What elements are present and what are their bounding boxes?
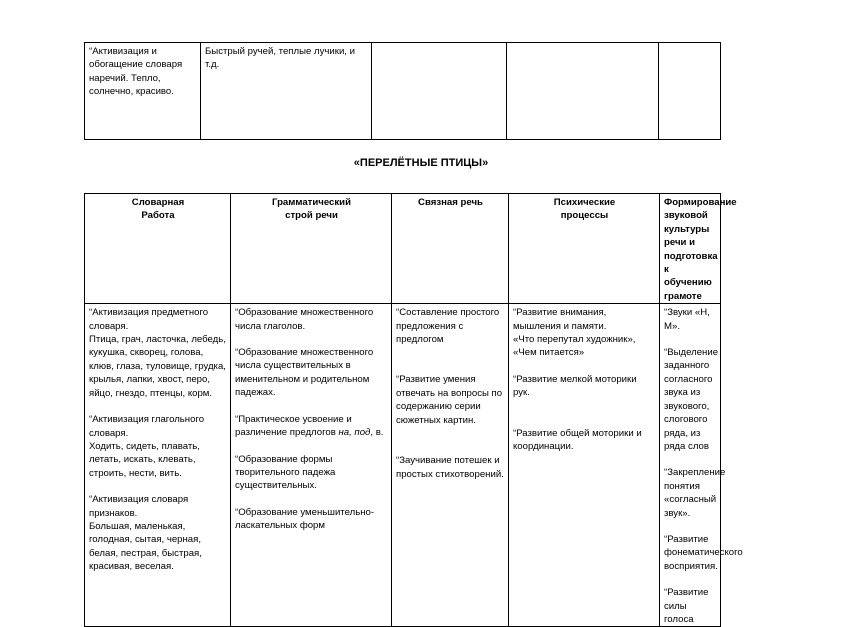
cell-text: “Активизация предметного словаря. Птица, грач, ласточка, лебедь, кукушка, скворец, голова, клюв, глаза, туловище, грудка, крылья, лапки, хвост, перо, яйцо, гнездо, птенцы, корм. [89,307,226,399]
header-row [85,194,721,304]
table-row [85,304,721,627]
header-mental: Психические процессы [509,194,660,304]
top-cell-empty [507,43,659,140]
cell-grammar [231,304,392,627]
header-vocabulary: Словарная Работа [85,194,231,304]
cell-vocabulary [85,304,231,627]
cell-text: “Активизация глагольного словаря. Ходить, сидеть, плавать, летать, искать, клевать, строить, нести, вить. [89,414,205,479]
header-grammar: Грамматический строй речи [231,194,392,304]
cell-text: “Развитие умения отвечать на вопросы по содержанию серии сюжетных картин. [396,374,503,426]
cell-text: “Развитие общей моторики и координации. [513,427,642,453]
top-cell-examples [201,43,372,140]
top-cell-empty [372,43,507,140]
cell-text: “Активизация и обогащение словаря наречий. Тепло, солнечно, красиво. [89,46,183,98]
table-row [85,43,721,140]
cell-text: “Активизация словаря признаков. Большая, маленькая, голодная, сытая, черная, белая, пестрая, быстрая, красивая, веселая. [89,494,202,573]
cell-text: “Заучивание потешек и простых стихотворений. [396,455,504,480]
cell-text: Быстрый ручей, теплые лучики, и т.д. [205,46,355,71]
main-table [84,193,743,627]
section-title: «ПЕРЕЛЁТНЫЕ ПТИЦЫ» [353,157,489,169]
cell-text: “Образование множественного числа глаголов. [235,307,374,332]
cell-text: “Практическое усвоение и различение предлогов на, под, в. [235,413,384,439]
header-phonetics: Формирование звуковой культуры речи и подготовка к обучению грамоте [660,194,721,304]
cell-text: “Развитие внимания, мышления и памяти. «Что перепутал художник», «Чем питается» [513,307,636,359]
cell-text: “Развитие мелкой моторики рук. [513,373,637,399]
cell-text: “Образование уменьшительно-ласкательных форм [235,506,375,532]
cell-speech [392,304,509,627]
cell-text: “Развитие фонематического восприятия. [664,533,743,572]
top-cell-empty [659,43,721,140]
cell-text: “Звуки «Н, М». [664,307,710,332]
top-cell-vocabulary [85,43,201,140]
cell-text: “Развитие силы голоса [664,587,709,625]
cell-phonetics [660,304,743,627]
cell-mental [509,304,660,627]
top-table [84,42,721,140]
cell-text: “Образование множественного числа существительных в именительном и родительном падежах. [235,347,374,399]
cell-text: “Выделение заданного согласного звука из звукового, слогового ряда, из ряда слов [664,347,719,452]
cell-text: “Образование формы творительного падежа существительных. [235,453,336,492]
cell-text: “Закрепление понятия «согласный звук». [664,467,726,519]
header-speech: Связная речь [392,194,509,304]
cell-text: “Составление простого предложения с предлогом [396,307,500,346]
